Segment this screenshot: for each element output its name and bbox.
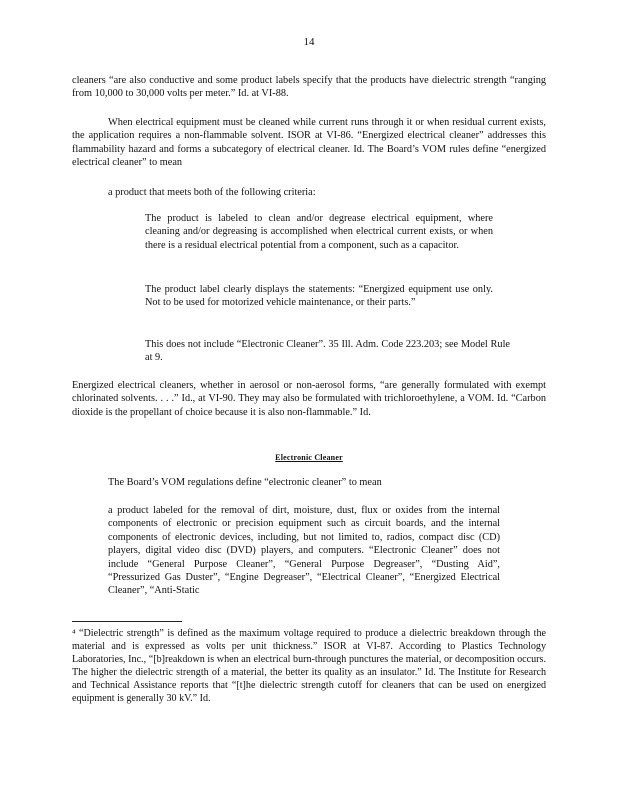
- section-heading: Electronic Cleaner: [275, 453, 343, 462]
- quote-exclusion: This does not include “Electronic Cleaner”. 35 Ill. Adm. Code 223.203; see Model Rule at 9.: [145, 339, 510, 364]
- quote-criterion-1: The product is labeled to clean and/or degrease electrical equipment, where cleaning and/or degreasing is accomplished when electrical current exists, or when there is a residual electrical potential from a component, such as a capacitor.: [145, 213, 493, 251]
- footnote-divider: [72, 621, 182, 622]
- paragraph-criteria-intro: a product that meets both of the following criteria:: [108, 187, 316, 198]
- paragraph-energized-intro: When electrical equipment must be cleaned while current runs through it or when residual current exists, the application requires a non-flammable solvent. ISOR at VI-86. “Energized electrical cleaner” addresses this flammability hazard and forms a subcategory of electrical cleaner. Id. The Board’s VOM rules define “energized electrical cleaner” to mean: [72, 117, 546, 169]
- paragraph-electronic-cleaner-intro: The Board’s VOM regulations define “electronic cleaner” to mean: [108, 477, 382, 488]
- paragraph-formulation: Energized electrical cleaners, whether in aerosol or non-aerosol forms, “are generally formulated with exempt chlorinated solvents. . . .” Id., at VI-90. They may also be formulated with trichloroethylene, a VOM. Id. “Carbon dioxide is the propellant of choice because it is also non-flammable.” Id.: [72, 380, 546, 418]
- quote-criterion-2: The product label clearly displays the statements: “Energized equipment use only. Not to be used for motorized vehicle maintenance, or their parts.”: [145, 284, 493, 309]
- footnote: ⁴ “Dielectric strength” is defined as the maximum voltage required to produce a dielectric breakdown through the material and is expressed as volts per unit thickness.” ISOR at VI-87. According to Plastics Technology Laboratories, Inc., “[b]reakdown is when an electrical burn-through punctures the material, or decomposition occurs. The higher the dielectric strength of a material, the better its quality as an insulator.” Id. The Institute for Research and Technical Assistance reports that “[t]he dielectric strength cutoff for cleaners that can be used on energized equipment is generally 30 kV.” Id.: [72, 628, 546, 704]
- quote-electronic-cleaner-definition: a product labeled for the removal of dirt, moisture, dust, flux or oxides from the internal components of electronic or precision equipment such as circuit boards, and the internal components of electronic devices, including, but not limited to, radios, compact disc (CD) players, digital video disc (DVD) players, and computers. “Electronic Cleaner” does not include “General Purpose Cleaner”, “General Purpose Degreaser”, “Dusting Aid”, “Pressurized Gas Duster”, “Engine Degreaser”, “Electrical Cleaner”, “Energized Electrical Cleaner”, “Anti-Static: [108, 505, 500, 597]
- page-number: 14: [303, 36, 315, 48]
- paragraph-dielectric-strength: cleaners “are also conductive and some product labels specify that the products have dielectric strength “ranging from 10,000 to 30,000 volts per meter.” Id. at VI-88.: [72, 75, 546, 100]
